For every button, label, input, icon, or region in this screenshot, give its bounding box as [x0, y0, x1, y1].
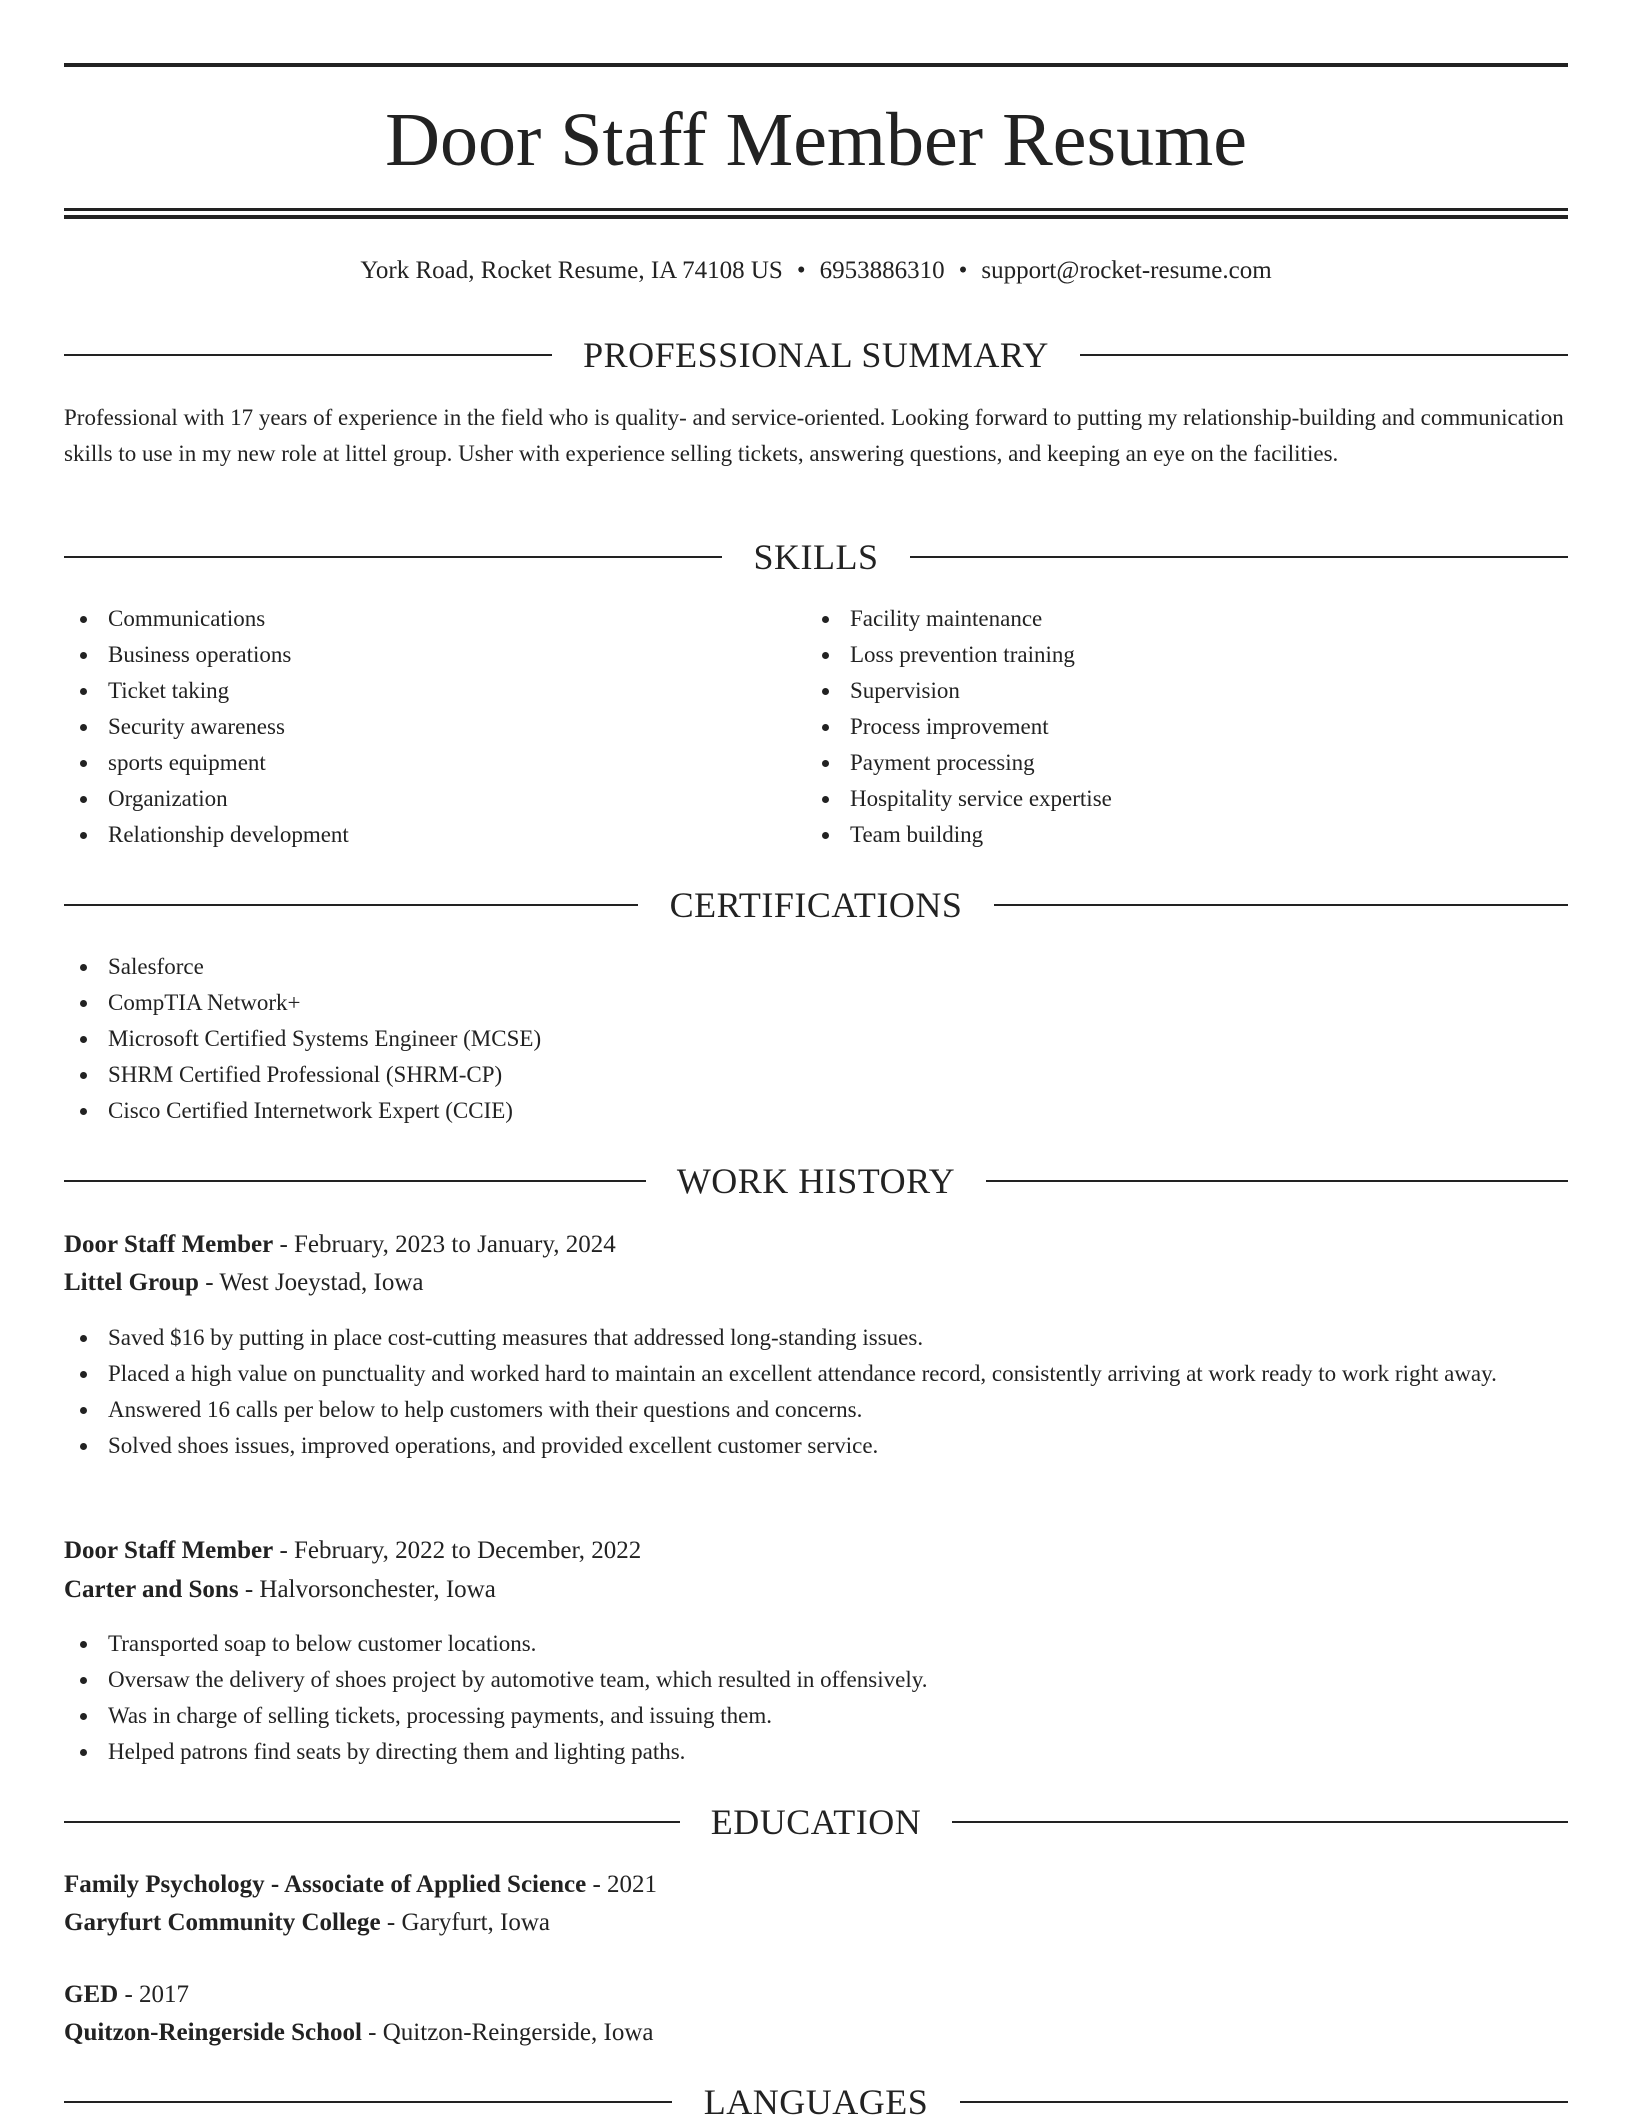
education-location: - Quitzon-Reingerside, Iowa	[361, 2019, 654, 2046]
contact-phone: 6953886310	[819, 257, 945, 284]
certification-item: SHRM Certified Professional (SHRM-CP)	[64, 1057, 1568, 1093]
education-year: - 2021	[586, 1871, 658, 1898]
skills-list-left	[64, 601, 804, 853]
skill-item: Hospitality service expertise	[806, 781, 1546, 817]
job-company-line	[64, 1571, 1568, 1609]
job-bullet: Solved shoes issues, improved operations, and provided excellent customer service.	[64, 1428, 1568, 1464]
education-school-line	[64, 2014, 1568, 2052]
education-degree-line	[64, 1976, 1568, 2014]
summary-heading-label: PROFESSIONAL SUMMARY	[583, 335, 1049, 375]
job-location: - Halvorsonchester, Iowa	[238, 1576, 496, 1603]
certifications-heading	[64, 883, 1568, 927]
skill-item: Team building	[806, 817, 1546, 853]
job-bullet: Transported soap to below customer locations.	[64, 1626, 1568, 1662]
skills-list-right	[806, 601, 1546, 853]
job-bullets	[64, 1626, 1568, 1770]
work-heading-label: WORK HISTORY	[676, 1161, 956, 1201]
contact-address: York Road, Rocket Resume, IA 74108 US	[360, 257, 783, 284]
certification-item: Salesforce	[64, 949, 1568, 985]
contact-separator: •	[796, 257, 806, 284]
education-location: - Garyfurt, Iowa	[380, 1909, 550, 1936]
contact-separator: •	[958, 257, 968, 284]
education-degree-line	[64, 1866, 1568, 1904]
job-role: Door Staff Member	[64, 1537, 274, 1564]
skill-item: Process improvement	[806, 709, 1546, 745]
education-school: Quitzon-Reingerside School	[64, 2019, 362, 2046]
education-degree: GED	[64, 1981, 119, 2008]
job-dates: - February, 2022 to December, 2022	[273, 1537, 642, 1564]
job-company: Littel Group	[64, 1269, 199, 1296]
job-company-line	[64, 1264, 1568, 1302]
certifications-list	[64, 949, 1568, 1129]
summary-heading	[64, 333, 1568, 377]
skill-item: Ticket taking	[64, 673, 804, 709]
skill-item: Loss prevention training	[806, 637, 1546, 673]
work-heading	[64, 1159, 1568, 1203]
skill-item: Business operations	[64, 637, 804, 673]
skill-item: Security awareness	[64, 709, 804, 745]
languages-heading-label: LANGUAGES	[703, 2082, 929, 2122]
heading-rule-right	[994, 904, 1568, 906]
job-bullets	[64, 1320, 1568, 1464]
header-double-rule-lower	[64, 215, 1568, 219]
skill-item: sports equipment	[64, 745, 804, 781]
heading-rule-right	[1080, 354, 1568, 356]
skills-heading	[64, 535, 1568, 579]
heading-rule-right	[960, 2101, 1568, 2103]
job-title-line	[64, 1226, 1568, 1264]
education-heading-label: EDUCATION	[710, 1802, 922, 1842]
job-bullet: Saved $16 by putting in place cost-cutting measures that addressed long-standing issues.	[64, 1320, 1568, 1356]
job-role: Door Staff Member	[64, 1231, 274, 1258]
skill-item: Payment processing	[806, 745, 1546, 781]
skills-heading-label: SKILLS	[753, 537, 879, 577]
header-double-rule-upper	[64, 208, 1568, 211]
summary-text: Professional with 17 years of experience in the field who is quality- and service-oriented. Looking forward to putting my relationship-building and communication skills to use in my new role at littel group. Usher with experience selling tickets, answering questions, and keeping an eye on the facilities.	[64, 405, 1564, 466]
job-location: - West Joeystad, Iowa	[198, 1269, 424, 1296]
certification-item: CompTIA Network+	[64, 985, 1568, 1021]
skill-item: Facility maintenance	[806, 601, 1546, 637]
contact-email: support@rocket-resume.com	[981, 257, 1272, 284]
education-heading	[64, 1800, 1568, 1844]
job-bullet: Placed a high value on punctuality and worked hard to maintain an excellent attendance record, consistently arriving at work ready to work right away.	[64, 1356, 1568, 1392]
skill-item: Communications	[64, 601, 804, 637]
education-degree: Family Psychology - Associate of Applied Science	[64, 1871, 587, 1898]
certification-item: Microsoft Certified Systems Engineer (MCSE)	[64, 1021, 1568, 1057]
education-school-line	[64, 1904, 1568, 1942]
certification-item: Cisco Certified Internetwork Expert (CCIE)	[64, 1093, 1568, 1129]
skill-item: Organization	[64, 781, 804, 817]
education-year: - 2017	[118, 1981, 190, 2008]
header-top-rule	[64, 63, 1568, 67]
heading-rule-right	[952, 1821, 1568, 1823]
page-title: Door Staff Member Resume	[385, 98, 1247, 182]
skill-item: Relationship development	[64, 817, 804, 853]
education-school: Garyfurt Community College	[64, 1909, 381, 1936]
heading-rule-right	[986, 1180, 1568, 1182]
contact-line	[64, 253, 1568, 289]
job-title-line	[64, 1532, 1568, 1570]
job-bullet: Was in charge of selling tickets, processing payments, and issuing them.	[64, 1698, 1568, 1734]
job-dates: - February, 2023 to January, 2024	[273, 1231, 616, 1258]
certifications-heading-label: CERTIFICATIONS	[669, 885, 963, 925]
heading-rule-right	[910, 556, 1568, 558]
job-company: Carter and Sons	[64, 1576, 239, 1603]
job-bullet: Helped patrons find seats by directing them and lighting paths.	[64, 1734, 1568, 1770]
job-bullet: Answered 16 calls per below to help customers with their questions and concerns.	[64, 1392, 1568, 1428]
languages-heading	[64, 2080, 1568, 2124]
skill-item: Supervision	[806, 673, 1546, 709]
job-bullet: Oversaw the delivery of shoes project by automotive team, which resulted in offensively.	[64, 1662, 1568, 1698]
